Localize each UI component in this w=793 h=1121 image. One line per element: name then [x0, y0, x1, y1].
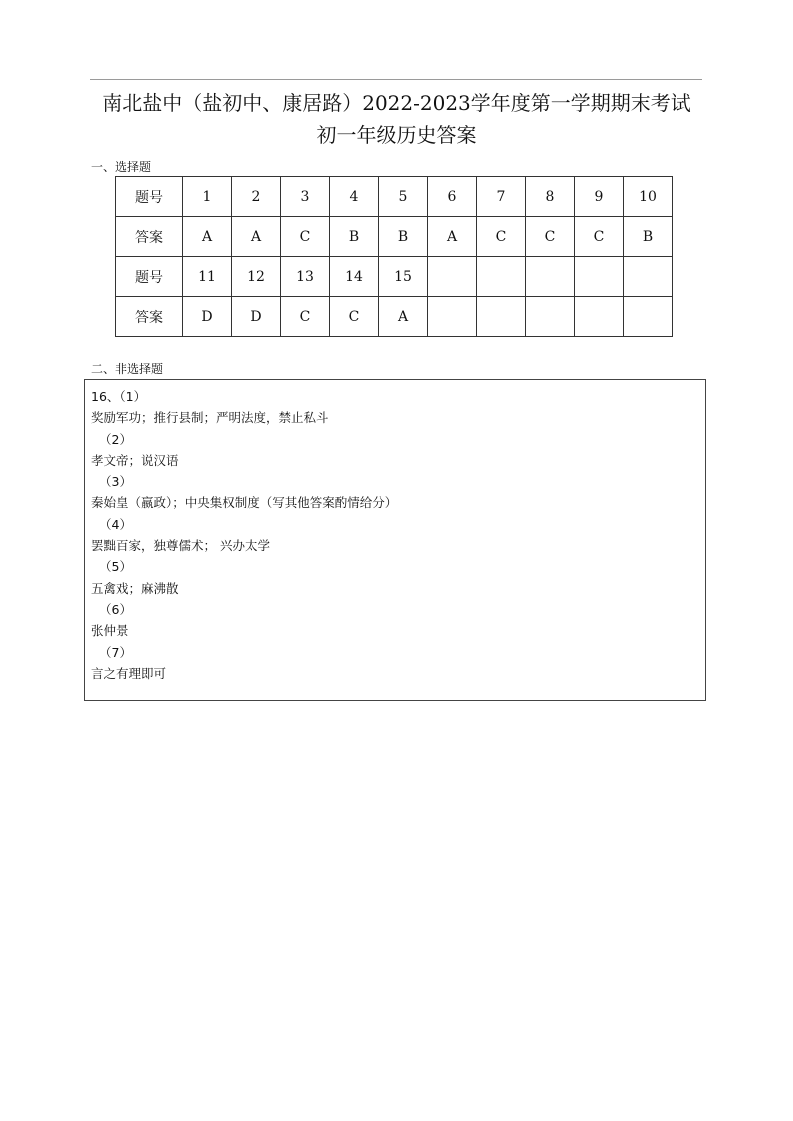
- table-cell: [477, 257, 526, 297]
- table-cell: 14: [330, 257, 379, 297]
- table-cell: C: [477, 217, 526, 257]
- sub-question-number: （2）: [99, 431, 132, 447]
- table-cell: A: [232, 217, 281, 257]
- table-cell: [428, 257, 477, 297]
- nonchoice-answer-box: [84, 379, 706, 701]
- table-cell: 5: [379, 177, 428, 217]
- table-cell: [477, 297, 526, 337]
- table-cell: A: [183, 217, 232, 257]
- table-cell: [575, 257, 624, 297]
- table-cell: [526, 257, 575, 297]
- header-rule: [90, 79, 702, 80]
- table-cell: C: [330, 297, 379, 337]
- answer-text: 孝文帝；说汉语: [91, 452, 179, 468]
- sub-question-number: （6）: [99, 601, 132, 617]
- table-cell: 8: [526, 177, 575, 217]
- table-cell: C: [281, 217, 330, 257]
- table-row: [116, 257, 673, 297]
- sub-question-number: （7）: [99, 644, 132, 660]
- table-cell: 4: [330, 177, 379, 217]
- answer-text: 秦始皇（嬴政）；中央集权制度（写其他答案酌情给分）: [91, 495, 398, 511]
- table-cell: C: [526, 217, 575, 257]
- table-cell: 10: [624, 177, 673, 217]
- table-cell: 9: [575, 177, 624, 217]
- table-cell: C: [281, 297, 330, 337]
- row-label: 题号: [116, 257, 183, 297]
- table-cell: 11: [183, 257, 232, 297]
- table-row: [116, 177, 673, 217]
- table-cell: [526, 297, 575, 337]
- sub-question-number: （4）: [99, 516, 132, 532]
- row-label: 答案: [116, 297, 183, 337]
- answer-text: 五禽戏；麻沸散: [91, 580, 179, 596]
- answer-lines: [91, 386, 397, 684]
- table-cell: D: [232, 297, 281, 337]
- row-label: 答案: [116, 217, 183, 257]
- table-cell: [428, 297, 477, 337]
- table-cell: A: [428, 217, 477, 257]
- table-cell: 15: [379, 257, 428, 297]
- table-cell: C: [575, 217, 624, 257]
- answer-text: 言之有理即可: [91, 665, 167, 681]
- table-cell: 3: [281, 177, 330, 217]
- table-cell: 2: [232, 177, 281, 217]
- sub-question-number: （5）: [99, 559, 132, 575]
- table-row: [116, 297, 673, 337]
- table-cell: [624, 297, 673, 337]
- answer-table: [115, 176, 673, 337]
- table-cell: B: [379, 217, 428, 257]
- table-cell: 1: [183, 177, 232, 217]
- section-heading-nonchoice: 二、非选择题: [91, 362, 164, 376]
- row-label: 题号: [116, 177, 183, 217]
- table-cell: B: [624, 217, 673, 257]
- table-cell: [624, 257, 673, 297]
- document-title: 南北盐中（盐初中、康居路）2022-2023学年度第一学期期末考试: [102, 91, 691, 115]
- table-cell: A: [379, 297, 428, 337]
- sub-question-number: （3）: [99, 474, 132, 490]
- section-heading-choice: 一、选择题: [91, 160, 152, 174]
- answer-text: 罢黜百家，独尊儒术； 兴办太学: [91, 538, 270, 554]
- answer-text: 张仲景: [91, 623, 129, 639]
- table-cell: 12: [232, 257, 281, 297]
- table-cell: 7: [477, 177, 526, 217]
- table-cell: B: [330, 217, 379, 257]
- table-cell: 6: [428, 177, 477, 217]
- answer-text: 奖励军功；推行县制；严明法度，禁止私斗: [91, 410, 329, 426]
- table-cell: [575, 297, 624, 337]
- question-number: 16、（1）: [91, 389, 147, 404]
- table-cell: D: [183, 297, 232, 337]
- table-row: [116, 217, 673, 257]
- table-cell: 13: [281, 257, 330, 297]
- document-subtitle: 初一年级历史答案: [316, 123, 477, 147]
